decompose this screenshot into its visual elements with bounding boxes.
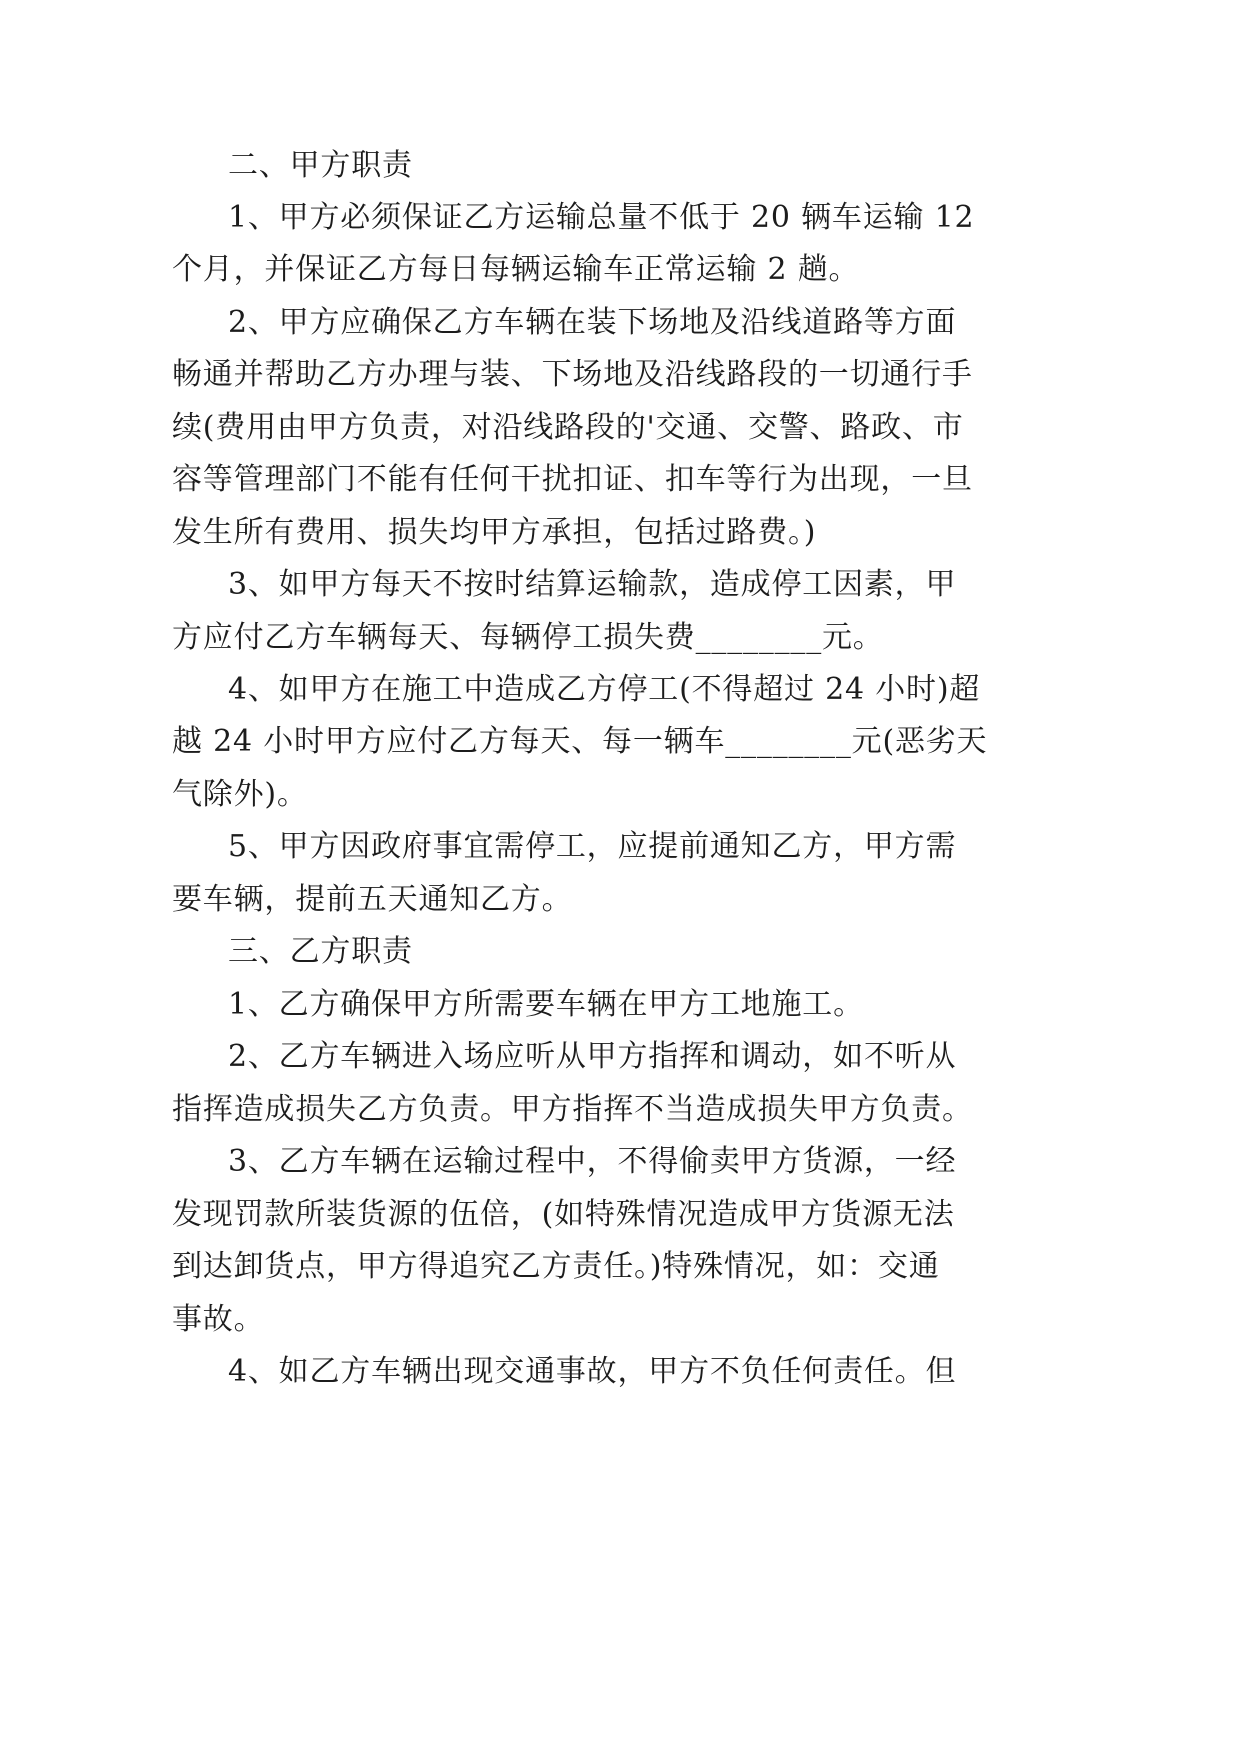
paragraph-line: 4、如乙方车辆出现交通事故，甲方不负任何责任。但 [228,1354,957,1389]
paragraph-line: 越 24 小时甲方应付乙方每天、每一辆车________元(恶劣天 [172,724,988,759]
paragraph-line: 个月，并保证乙方每日每辆运输车正常运输 2 趟。 [172,252,860,287]
paragraph-line: 气除外)。 [172,777,308,812]
paragraph-line: 3、乙方车辆在运输过程中，不得偷卖甲方货源，一经 [228,1144,957,1179]
paragraph-line: 4、如甲方在施工中造成乙方停工(不得超过 24 小时)超 [228,672,981,707]
paragraph-line: 指挥造成损失乙方负责。甲方指挥不当造成损失甲方负责。 [172,1092,973,1127]
paragraph-line: 1、乙方确保甲方所需要车辆在甲方工地施工。 [228,987,864,1022]
paragraph-line: 容等管理部门不能有任何干扰扣证、扣车等行为出现，一旦 [172,462,973,497]
paragraph-line: 3、如甲方每天不按时结算运输款，造成停工因素，甲 [228,567,957,602]
paragraph-line: 5、甲方因政府事宜需停工，应提前通知乙方，甲方需 [228,829,957,864]
section-heading-party-a: 二、甲方职责 [228,148,413,183]
paragraph-line: 事故。 [172,1302,265,1337]
section-heading-party-b: 三、乙方职责 [228,934,413,969]
paragraph-line: 畅通并帮助乙方办理与装、下场地及沿线路段的一切通行手 [172,357,973,392]
paragraph-line: 2、甲方应确保乙方车辆在装下场地及沿线道路等方面 [228,305,957,340]
paragraph-line: 续(费用由甲方负责，对沿线路段的'交通、交警、路政、市 [172,410,964,445]
paragraph-line: 发生所有费用、损失均甲方承担，包括过路费。) [172,515,817,550]
paragraph-line: 到达卸货点，甲方得追究乙方责任。)特殊情况，如：交通 [172,1249,940,1284]
paragraph-line: 1、甲方必须保证乙方运输总量不低于 20 辆车运输 12 [228,200,975,235]
paragraph-line: 要车辆，提前五天通知乙方。 [172,882,573,917]
paragraph-line: 2、乙方车辆进入场应听从甲方指挥和调动，如不听从 [228,1039,957,1074]
paragraph-line: 方应付乙方车辆每天、每辆停工损失费________元。 [172,620,884,655]
paragraph-line: 发现罚款所装货源的伍倍，(如特殊情况造成甲方货源无法 [172,1197,955,1232]
